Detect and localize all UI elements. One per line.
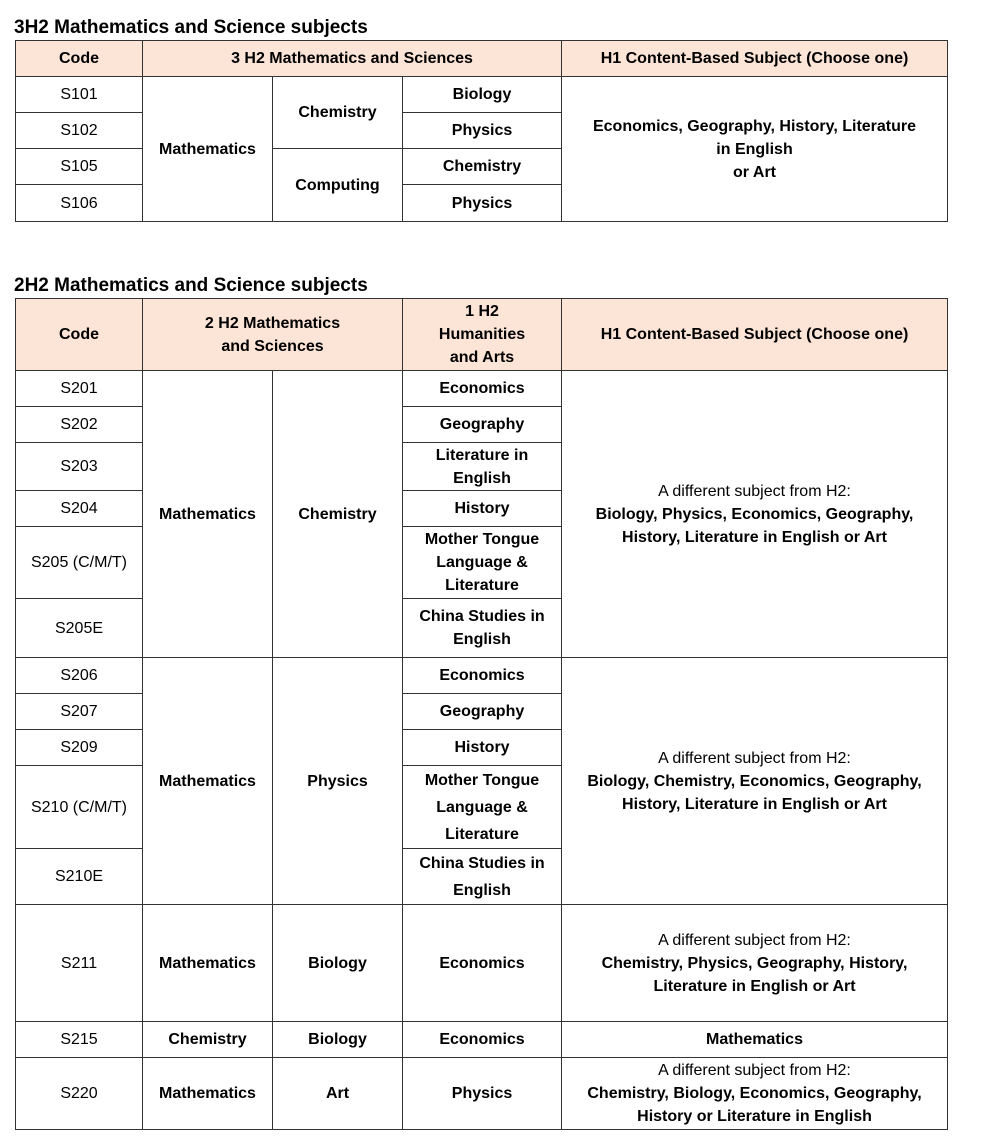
header-h1-subject: H1 Content-Based Subject (Choose one) (562, 299, 948, 371)
header-code: Code (16, 41, 143, 77)
section-title-2h2: 2H2 Mathematics and Science subjects (14, 275, 368, 296)
humanities-line: Mother Tongue (424, 531, 540, 548)
humanities-cell: History (403, 491, 562, 527)
humanities-cell: History (403, 730, 562, 766)
h1-subject-line: Biology, Physics, Economics, Geography, (595, 505, 914, 523)
h1-subject-line: Literature in English or Art (653, 977, 856, 995)
humanities-cell: Economics (403, 371, 562, 407)
humanities-cell: Economics (403, 658, 562, 694)
table-row (16, 77, 948, 113)
subject-2-cell: Biology (273, 905, 403, 1022)
code-cell: S102 (16, 113, 143, 149)
subject-1-cell: Mathematics (143, 905, 273, 1022)
h1-subject-line: Biology, Chemistry, Economics, Geography, (587, 772, 922, 790)
code-cell: S215 (16, 1022, 143, 1058)
subject-1-cell: Mathematics (143, 77, 273, 222)
humanities-cell: Geography (403, 407, 562, 443)
h1-subject-line: or Art (733, 163, 776, 181)
header-sciences (143, 299, 403, 371)
header-line: Humanities (438, 326, 526, 343)
code-cell: S106 (16, 185, 143, 222)
subject-2-cell: Physics (273, 658, 403, 905)
humanities-cell: Economics (403, 1022, 562, 1058)
table-row (16, 371, 948, 407)
header-line: and Arts (449, 349, 515, 366)
humanities-cell (403, 766, 562, 849)
humanities-cell (403, 599, 562, 658)
h1-subject-cell (562, 371, 948, 658)
section-title-3h2: 3H2 Mathematics and Science subjects (14, 17, 368, 38)
table-2h2-combinations (15, 298, 948, 1130)
humanities-cell: Physics (403, 1058, 562, 1130)
header-code: Code (16, 299, 143, 371)
humanities-line: Language & (436, 554, 528, 571)
table-row (16, 1058, 948, 1130)
humanities-cell: Geography (403, 694, 562, 730)
table-header-row (16, 299, 948, 371)
humanities-cell (403, 527, 562, 599)
humanities-line: Literature in (435, 446, 529, 464)
code-cell: S204 (16, 491, 143, 527)
table-row (16, 905, 948, 1022)
h1-subject-intro: A different subject from H2: (658, 931, 851, 949)
humanities-cell (403, 849, 562, 905)
code-cell: S207 (16, 694, 143, 730)
h1-subject-line: in English (716, 140, 793, 158)
humanities-line: English (453, 469, 511, 487)
humanities-line: China Studies in (419, 608, 545, 625)
code-cell: S205E (16, 599, 143, 658)
subject-1-cell: Chemistry (143, 1022, 273, 1058)
humanities-cell (403, 443, 562, 491)
subject-1-cell: Mathematics (143, 1058, 273, 1130)
h1-subject-line: Economics, Geography, History, Literature (592, 117, 917, 135)
header-line: 1 H2 (465, 303, 499, 320)
h1-subject-intro: A different subject from H2: (658, 749, 851, 767)
subject-3-cell: Biology (403, 77, 562, 113)
h1-subject-cell (562, 905, 948, 1022)
subject-3-cell: Physics (403, 185, 562, 222)
h1-subject-intro: A different subject from H2: (658, 482, 851, 500)
code-cell: S202 (16, 407, 143, 443)
h1-subject-cell: Mathematics (562, 1022, 948, 1058)
table-header-row (16, 41, 948, 77)
table-row (16, 658, 948, 694)
header-sciences: 3 H2 Mathematics and Sciences (143, 41, 562, 77)
h1-subject-cell (562, 1058, 948, 1130)
code-cell: S205 (C/M/T) (16, 527, 143, 599)
humanities-line: Literature (445, 825, 519, 843)
humanities-line: English (453, 631, 511, 648)
code-cell: S101 (16, 77, 143, 113)
subject-3-cell: Physics (403, 113, 562, 149)
subject-2-cell: Biology (273, 1022, 403, 1058)
code-cell: S209 (16, 730, 143, 766)
h1-subject-line: Chemistry, Biology, Economics, Geography, (587, 1085, 922, 1102)
humanities-line: China Studies in (419, 854, 545, 872)
subject-1-cell: Mathematics (143, 658, 273, 905)
h1-subject-line: History, Literature in English or Art (622, 795, 887, 813)
code-cell: S210E (16, 849, 143, 905)
table-row (16, 1022, 948, 1058)
code-cell: S203 (16, 443, 143, 491)
header-line: and Sciences (221, 337, 324, 355)
humanities-line: Mother Tongue (424, 771, 540, 789)
code-cell: S105 (16, 149, 143, 185)
h1-subject-cell (562, 77, 948, 222)
code-cell: S201 (16, 371, 143, 407)
h1-subject-intro: A different subject from H2: (658, 1062, 851, 1079)
table-3h2-combinations (15, 40, 948, 222)
code-cell: S220 (16, 1058, 143, 1130)
humanities-cell: Economics (403, 905, 562, 1022)
subject-3-cell: Chemistry (403, 149, 562, 185)
subject-2-cell: Chemistry (273, 77, 403, 149)
header-humanities (403, 299, 562, 371)
h1-subject-cell (562, 658, 948, 905)
humanities-line: Language & (436, 798, 528, 816)
header-line: 2 H2 Mathematics (204, 314, 341, 332)
code-cell: S211 (16, 905, 143, 1022)
header-h1-subject: H1 Content-Based Subject (Choose one) (562, 41, 948, 77)
humanities-line: Literature (445, 577, 519, 594)
subject-2-cell: Computing (273, 149, 403, 222)
h1-subject-line: History, Literature in English or Art (622, 528, 887, 546)
code-cell: S210 (C/M/T) (16, 766, 143, 849)
code-cell: S206 (16, 658, 143, 694)
h1-subject-line: History or Literature in English (637, 1108, 872, 1125)
subject-2-cell: Art (273, 1058, 403, 1130)
subject-2-cell: Chemistry (273, 371, 403, 658)
subject-1-cell: Mathematics (143, 371, 273, 658)
humanities-line: English (453, 881, 511, 899)
h1-subject-line: Chemistry, Physics, Geography, History, (601, 954, 908, 972)
